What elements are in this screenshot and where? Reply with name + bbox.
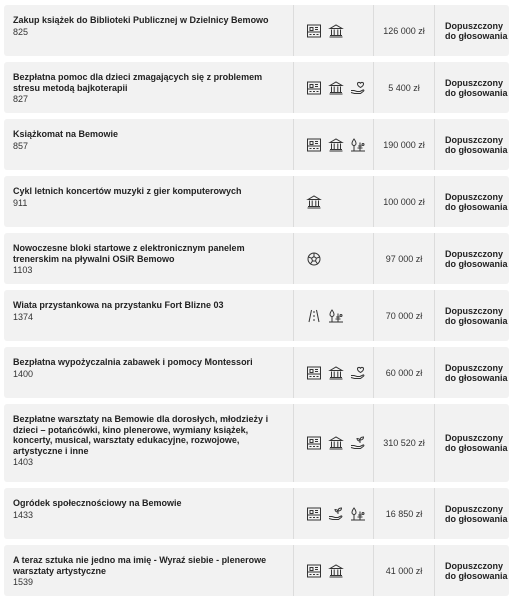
category-icons bbox=[294, 119, 374, 170]
project-row[interactable] bbox=[4, 545, 509, 596]
project-cost: 60 000 zł bbox=[374, 347, 435, 398]
project-title[interactable]: Bezpłatna wypożyczalnia zabawek i pomocy Montessori bbox=[13, 357, 253, 367]
education-icon bbox=[306, 23, 322, 39]
project-title-cell bbox=[4, 545, 294, 596]
project-title[interactable]: Bezpłatne warsztaty na Bemowie dla dorosłych, młodzieży i dzieci – potańcówki, kino plenerowe, wymiany książek, koncerty, musical, warsztaty edukacyjne, rozwojowe, artystyczne i inne bbox=[13, 414, 269, 456]
project-status: Dopuszczony do głosowania bbox=[445, 191, 508, 212]
project-number: 1403 bbox=[13, 457, 34, 467]
education-icon bbox=[306, 80, 322, 96]
project-number: 857 bbox=[13, 140, 29, 151]
project-cost: 97 000 zł bbox=[374, 233, 435, 284]
project-cost: 70 000 zł bbox=[374, 290, 435, 341]
project-title[interactable]: Cykl letnich koncertów muzyki z gier komputerowych bbox=[13, 186, 242, 196]
category-icons bbox=[294, 233, 374, 284]
sport-icon bbox=[306, 251, 322, 267]
project-cost: 310 520 zł bbox=[374, 404, 435, 482]
project-title-cell bbox=[4, 176, 294, 227]
project-status: Dopuszczony do głosowania bbox=[445, 77, 508, 98]
culture-icon bbox=[328, 137, 344, 153]
project-row[interactable] bbox=[4, 488, 509, 539]
project-row[interactable] bbox=[4, 290, 509, 341]
project-number: 1374 bbox=[13, 311, 34, 322]
project-number: 825 bbox=[13, 26, 29, 37]
project-row[interactable] bbox=[4, 347, 509, 398]
project-title[interactable]: A teraz sztuka nie jedno ma imię - Wyraź siebie - plenerowe warsztaty artystyczne bbox=[13, 555, 267, 576]
project-status: Dopuszczony do głosowania bbox=[445, 362, 508, 383]
project-title[interactable]: Książkomat na Bemowie bbox=[13, 129, 119, 139]
category-icons bbox=[294, 176, 374, 227]
project-row[interactable] bbox=[4, 176, 509, 227]
project-title-cell bbox=[4, 5, 294, 56]
project-cost: 41 000 zł bbox=[374, 545, 435, 596]
project-title-cell bbox=[4, 404, 294, 482]
project-title[interactable]: Ogródek społecznościowy na Bemowie bbox=[13, 498, 182, 508]
project-status: Dopuszczony do głosowania bbox=[445, 248, 508, 269]
project-status: Dopuszczony do głosowania bbox=[445, 503, 508, 524]
education-icon bbox=[306, 137, 322, 153]
project-row[interactable] bbox=[4, 404, 509, 482]
education-icon bbox=[306, 435, 322, 451]
category-icons bbox=[294, 290, 374, 341]
project-status: Dopuszczony do głosowania bbox=[445, 433, 508, 453]
project-number: 1433 bbox=[13, 509, 34, 520]
project-row[interactable] bbox=[4, 119, 509, 170]
social-care-icon bbox=[350, 80, 366, 96]
category-icons bbox=[294, 347, 374, 398]
public-space-icon bbox=[350, 506, 366, 522]
culture-icon bbox=[328, 563, 344, 579]
project-title-cell bbox=[4, 347, 294, 398]
project-row[interactable] bbox=[4, 62, 509, 113]
project-cost: 5 400 zł bbox=[374, 62, 435, 113]
project-title-cell bbox=[4, 233, 294, 284]
category-icons bbox=[294, 404, 374, 482]
category-icons bbox=[294, 5, 374, 56]
project-title[interactable]: Zakup książek do Biblioteki Publicznej w Dzielnicy Bemowo bbox=[13, 15, 269, 25]
project-cost: 100 000 zł bbox=[374, 176, 435, 227]
project-number: 1539 bbox=[13, 577, 34, 587]
project-title-cell bbox=[4, 62, 294, 113]
project-number: 1103 bbox=[13, 265, 33, 275]
project-title[interactable]: Nowoczesne bloki startowe z elektronicznym panelem trenerskim na pływalni OSiR Bemowo bbox=[13, 243, 245, 264]
education-icon bbox=[306, 365, 322, 381]
project-number: 1400 bbox=[13, 368, 34, 379]
project-number: 827 bbox=[13, 94, 29, 104]
category-icons bbox=[294, 62, 374, 113]
public-space-icon bbox=[350, 137, 366, 153]
project-row[interactable] bbox=[4, 5, 509, 56]
project-title[interactable]: Wiata przystankowa na przystanku Fort Blizne 03 bbox=[13, 300, 224, 310]
education-icon bbox=[306, 563, 322, 579]
project-title-cell bbox=[4, 290, 294, 341]
education-icon bbox=[306, 506, 322, 522]
project-cost: 190 000 zł bbox=[374, 119, 435, 170]
environment-icon bbox=[328, 506, 344, 522]
project-row[interactable] bbox=[4, 233, 509, 284]
project-cost: 126 000 zł bbox=[374, 5, 435, 56]
project-title[interactable]: Bezpłatna pomoc dla dzieci zmagających się z problemem stresu metodą bajkoterapii bbox=[13, 72, 263, 93]
project-status: Dopuszczony do głosowania bbox=[445, 20, 508, 41]
social-care-icon bbox=[350, 365, 366, 381]
public-space-icon bbox=[328, 308, 344, 324]
project-number: 911 bbox=[13, 197, 28, 208]
project-title-cell bbox=[4, 488, 294, 539]
category-icons bbox=[294, 545, 374, 596]
environment-icon bbox=[350, 435, 366, 451]
culture-icon bbox=[328, 435, 344, 451]
culture-icon bbox=[328, 23, 344, 39]
transport-icon bbox=[306, 308, 322, 324]
category-icons bbox=[294, 488, 374, 539]
project-status: Dopuszczony do głosowania bbox=[445, 134, 508, 155]
project-cost: 16 850 zł bbox=[374, 488, 435, 539]
culture-icon bbox=[328, 365, 344, 381]
project-title-cell bbox=[4, 119, 294, 170]
culture-icon bbox=[328, 80, 344, 96]
project-status: Dopuszczony do głosowania bbox=[445, 305, 508, 326]
project-status: Dopuszczony do głosowania bbox=[445, 560, 508, 581]
culture-icon bbox=[306, 194, 322, 210]
